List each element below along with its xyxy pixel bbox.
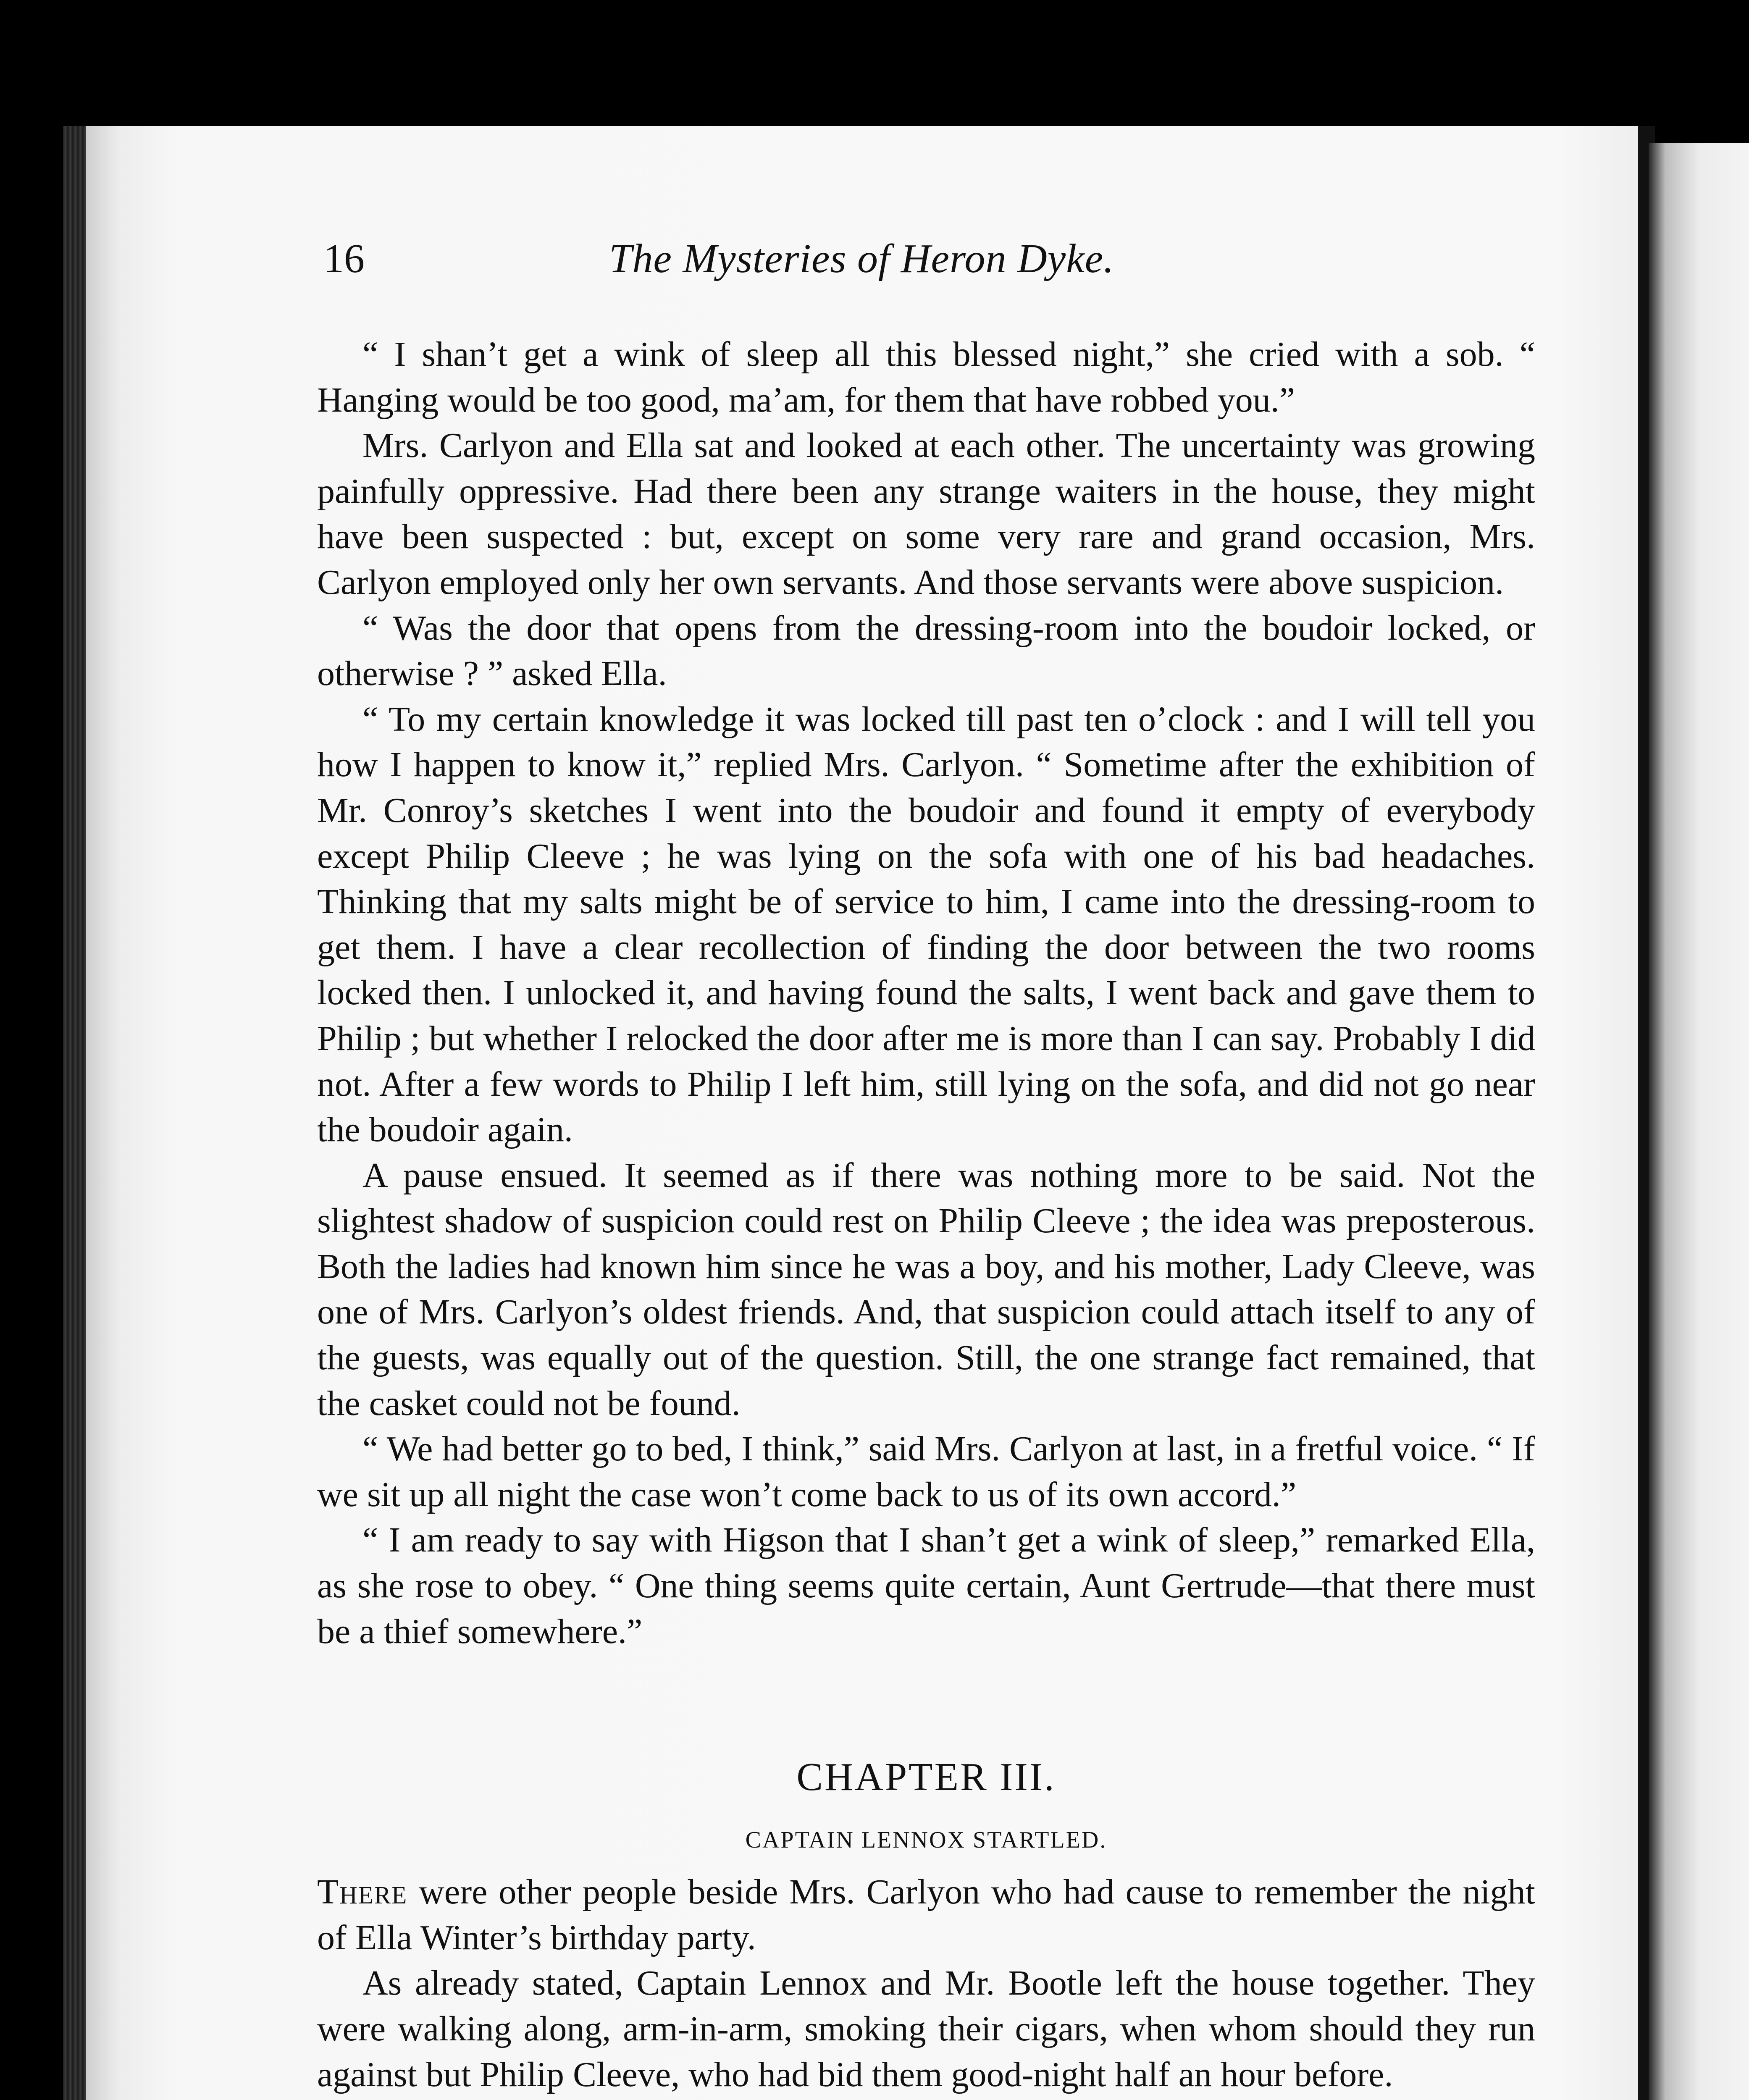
paragraph: “ I am ready to say with Higson that I shan’t get a wink of sleep,” remarked Ella, as she rose to obey. “ One thing seems quite certain, Aunt Gertrude—that there must be a thief somewhere.” <box>317 1520 1535 1651</box>
opening-rest: were other people beside Mrs. Carlyon who had cause to remember the night of Ella Winter’s birthday party. <box>317 1872 1535 1957</box>
paragraph: “ To my certain knowledge it was locked till past ten o’clock : and I will tell you how I happen to know it,” replied Mrs. Carlyon. “ Sometime after the exhibition of Mr. Conroy’s sketches I went into the boudoir and found it empty of everybody except Philip Cleeve ; he was lying on the sofa with one of his bad headaches. Thinking that my salts might be of service to him, I came into the dressing-room to get them. I have a clear recollection of finding the door between the two rooms locked then. I unlocked it, and having found the salts, I went back and gave them to Philip ; but whether I relocked the door after me is more than I can say. Probably I did not. After a few words to Philip I left him, still lying on the sofa, and did not go near the boudoir again. <box>317 699 1535 1150</box>
paragraph: “ Was the door that opens from the dressing-room into the boudoir locked, or otherwise ? ” asked Ella. <box>317 608 1535 693</box>
paragraph: “ We had better go to bed, I think,” said Mrs. Carlyon at last, in a fretful voice. “ If we sit up all night the case won’t come back to us of its own accord.” <box>317 1429 1535 1514</box>
chapter-title: CHAPTER III. <box>796 1755 1056 1799</box>
opening-word: There <box>317 1872 408 1912</box>
paragraph: As already stated, Captain Lennox and Mr. Bootle left the house together. They were walking along, arm-in-arm, smoking their cigars, when whom should they run against but Philip Cleeve, who had bid them good-night half an hour before. <box>317 1964 1535 2094</box>
body-text <box>317 332 1535 2097</box>
paragraph-opening <box>317 1869 1535 1961</box>
paragraph: “ I shan’t get a wink of sleep all this blessed night,” she cried with a sob. “ Hanging would be too good, ma’am, for them that have robbed you.” <box>317 335 1535 420</box>
page-number: 16 <box>323 236 365 281</box>
running-title: The Mysteries of Heron Dyke. <box>609 236 1114 281</box>
paragraph: Mrs. Carlyon and Ella sat and looked at each other. The uncertainty was growing painfully oppressive. Had there been any strange waiters in the house, they might have been suspected : but, except on some very rare and grand occasion, Mrs. Carlyon employed only her own servants. And those servants were above suspicion. <box>317 426 1535 602</box>
adjacent-page-sliver <box>1649 143 1749 2100</box>
page-header <box>323 235 1537 290</box>
paragraph: A pause ensued. It seemed as if there was nothing more to be said. Not the slightest shadow of suspicion could rest on Philip Cleeve ; the idea was preposterous. Both the ladies had known him since he was a boy, and his mother, Lady Cleeve, was one of Mrs. Carlyon’s oldest friends. And, that suspicion could attach itself to any of the guests, was equally out of the question. Still, the one strange fact remained, that the casket could not be found. <box>317 1155 1535 1423</box>
chapter-subtitle: CAPTAIN LENNOX STARTLED. <box>745 1827 1107 1853</box>
